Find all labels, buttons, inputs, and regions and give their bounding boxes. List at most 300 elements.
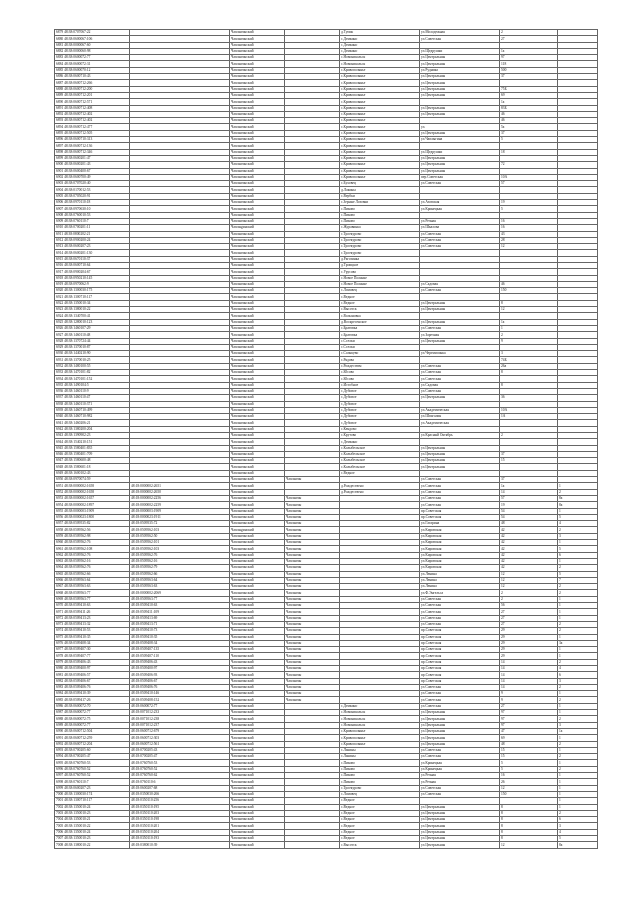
- house-cell: 1а: [500, 99, 558, 105]
- district-cell: Чаплыгинский: [230, 571, 285, 577]
- old-number-cell: 48:18:0509535:72: [130, 521, 230, 527]
- district-cell: Чаплыгинский: [230, 615, 285, 621]
- house-cell: 46: [500, 111, 558, 117]
- cadastral-number-cell: 6972 48:38:0509413:23: [55, 615, 130, 621]
- settlement-cell: с.Троекурово: [340, 231, 420, 237]
- apartment-cell: 8а: [558, 502, 598, 508]
- district-cell: Чаплыгинский: [230, 640, 285, 646]
- old-number-cell: 48:18:0509562:50: [130, 533, 230, 539]
- settlement-cell: с.Рождествен: [340, 363, 420, 369]
- old-number-cell: 48:18:0350110:203: [130, 810, 230, 816]
- cadastral-number-cell: 6924 48:38:1340700:41: [55, 313, 130, 319]
- cadastral-number-cell: 6928 48:38:1370724:44: [55, 338, 130, 344]
- cadastral-number-cell: 6960 48:38:0509562:76: [55, 540, 130, 546]
- street-cell: ул.Центральная: [420, 728, 500, 734]
- town-cell: Чаплыгин: [285, 552, 340, 558]
- old-number-cell: 48:18:0509410:146: [130, 691, 230, 697]
- street-cell: ул.Советская: [420, 376, 500, 382]
- cadastral-number-cell: 6955 48:38:0000003:1909: [55, 508, 130, 514]
- district-cell: Чаплыgинский: [230, 225, 285, 231]
- apartment-cell: 1: [558, 785, 598, 791]
- settlement-cell: с.Дубовое: [340, 395, 420, 401]
- district-cell: Чаплыгинский: [230, 710, 285, 716]
- house-cell: 19: [500, 502, 558, 508]
- house-cell: 15: [500, 458, 558, 464]
- settlement-cell: с.Юсово: [340, 370, 420, 376]
- settlement-cell: с.Ведное: [340, 804, 420, 810]
- old-number-cell: 48:18:0509410:35: [130, 634, 230, 640]
- district-cell: Чаплыгинский: [230, 445, 285, 451]
- old-number-cell: 48:18:0509563:77: [130, 596, 230, 602]
- town-cell: Чаплыгин: [285, 495, 340, 501]
- cadastral-number-cell: 6882 48:38:0000060:98: [55, 48, 130, 54]
- old-number-cell: 48:18:0760760:52: [130, 766, 230, 772]
- district-cell: Чаплыгинский: [230, 590, 285, 596]
- settlement-cell: с.Пиково: [340, 779, 420, 785]
- settlement-cell: с.Сселки: [340, 344, 420, 350]
- street-cell: ул.Советская: [420, 703, 500, 709]
- house-cell: 27: [500, 621, 558, 627]
- cadastral-number-cell: 6979 48:38:0509406:43: [55, 659, 130, 665]
- street-cell: пр.Советская: [420, 514, 500, 520]
- old-number-cell: 48:18:0509407:135: [130, 647, 230, 653]
- settlement-cell: с.Кривополянье: [340, 86, 420, 92]
- settlement-cell: с.Пиково: [340, 206, 420, 212]
- settlement-cell: с.Ломовец: [340, 791, 420, 797]
- district-cell: Чаплыгинский: [230, 596, 285, 602]
- apartment-cell: 1: [558, 615, 598, 621]
- district-cell: Чаплыгинский: [230, 433, 285, 439]
- settlement-cell: с.Дубовое: [340, 401, 420, 407]
- old-number-cell: 48:18:0600072:77: [130, 703, 230, 709]
- house-cell: 14: [500, 684, 558, 690]
- street-cell: ул.Советская: [420, 477, 500, 483]
- old-number-cell: 48:18:0509406:76: [130, 684, 230, 690]
- district-cell: Чаплыгинский: [230, 395, 285, 401]
- cadastral-number-cell: 6958 48:38:0509562:56: [55, 527, 130, 533]
- settlement-cell: с.Кривополянье: [340, 728, 420, 734]
- cadastral-number-cell: 6988 48:38:0600072:75: [55, 716, 130, 722]
- street-cell: ул.Центральная: [420, 395, 500, 401]
- cadastral-number-cell: 6959 48:38:0509562:98: [55, 533, 130, 539]
- street-cell: ул.Советская: [420, 489, 500, 495]
- cadastral-number-cell: 6996 48:38:0760760:52: [55, 766, 130, 772]
- town-cell: Чаплыгин: [285, 665, 340, 671]
- district-cell: Чаплыгинский: [230, 659, 285, 665]
- street-cell: ул.Центральная: [420, 464, 500, 470]
- street-cell: ул.Центральная: [420, 162, 500, 168]
- apartment-cell: 1: [558, 804, 598, 810]
- house-cell: 83Б: [500, 105, 558, 111]
- apartment-cell: 1: [558, 791, 598, 797]
- old-number-cell: 48:18:0000023:1911: [130, 514, 230, 520]
- street-cell: ул.Центральная: [420, 55, 500, 61]
- house-cell: 12: [500, 842, 558, 848]
- house-cell: 42: [500, 527, 558, 533]
- settlement-cell: с.Высотск: [340, 842, 420, 848]
- settlement-cell: с.Лакины: [340, 747, 420, 753]
- street-cell: ул.Центральная: [420, 155, 500, 161]
- street-cell: ул.Советская: [420, 483, 500, 489]
- cadastral-number-cell: 6999 48:38:0600207:23: [55, 785, 130, 791]
- cadastral-number-cell: 6920 48:38:1300030:175: [55, 288, 130, 294]
- old-number-cell: 48:18:0509562:101: [130, 540, 230, 546]
- district-cell: Чаплыгинский: [230, 218, 285, 224]
- district-cell: Чаплыгинский: [230, 741, 285, 747]
- cadastral-number-cell: 6994 48:38:0700205:47: [55, 754, 130, 760]
- cadastral-number-cell: 6914 48:38:0600201:130: [55, 250, 130, 256]
- cadastral-number-cell: 6981 48:38:0509406:57: [55, 672, 130, 678]
- district-cell: Чаплыгинский: [230, 678, 285, 684]
- district-cell: Чаплыгинский: [230, 250, 285, 256]
- street-cell: пр.Советская: [420, 653, 500, 659]
- street-cell: ул.Центральная: [420, 61, 500, 67]
- street-cell: ул.Советская: [420, 288, 500, 294]
- house-cell: 1а: [500, 319, 558, 325]
- district-cell: Чаплыгинский: [230, 118, 285, 124]
- town-cell: Чаплыгин: [285, 596, 340, 602]
- old-number-cell: 48:18:0071012:237: [130, 722, 230, 728]
- district-cell: Чаплыгинский: [230, 105, 285, 111]
- settlement-cell: с.Ломовец: [340, 288, 420, 294]
- cadastral-number-cell: 6901 48:38:0600400:67: [55, 168, 130, 174]
- street-cell: пр.Советская: [420, 659, 500, 665]
- district-cell: Чаплыгинский: [230, 288, 285, 294]
- district-cell: Чаплыгинский: [230, 691, 285, 697]
- district-cell: Чаплыгинский: [230, 791, 285, 797]
- settlement-cell: с.Колыбельское: [340, 464, 420, 470]
- apartment-cell: 5: [558, 571, 598, 577]
- apartment-cell: 1а: [558, 728, 598, 734]
- street-cell: ул.Щедрушки: [420, 149, 500, 155]
- street-cell: ул.Центральная: [420, 307, 500, 313]
- cadastral-number-cell: 6975 48:38:0509410:35: [55, 634, 130, 640]
- cadastral-number-cell: 6891 48:38:0600712:408: [55, 105, 130, 111]
- district-cell: Чаплыгинский: [230, 451, 285, 457]
- apartment-cell: 1: [558, 703, 598, 709]
- house-cell: 5: [500, 137, 558, 143]
- cadastral-number-cell: 6984 48:38:0509410:39: [55, 691, 130, 697]
- district-cell: Чаплыгинский: [230, 111, 285, 117]
- district-cell: Чаплыгинский: [230, 407, 285, 413]
- cadastral-number-cell: 6917 48:38:0900204:67: [55, 269, 130, 275]
- district-cell: Чаплыгинский: [230, 130, 285, 136]
- house-cell: 29: [500, 647, 558, 653]
- settlement-cell: с.Новоникольск: [340, 716, 420, 722]
- street-cell: ул.Советская: [420, 36, 500, 42]
- settlement-cell: с.Дубовое: [340, 388, 420, 394]
- apartment-cell: 1: [558, 798, 598, 804]
- street-cell: ул.Центральная: [420, 105, 500, 111]
- street-cell: ул.Советская: [420, 791, 500, 797]
- apartment-cell: 1: [558, 735, 598, 741]
- settlement-cell: с.Кривополянье: [340, 67, 420, 73]
- cadastral-number-cell: 6950 48:38:0970074:59: [55, 477, 130, 483]
- house-cell: 36: [500, 395, 558, 401]
- cadastral-number-cell: 6953 48:38:0000002:1657: [55, 495, 130, 501]
- settlement-cell: с.Ведное: [340, 798, 420, 804]
- district-cell: Чаплыгинский: [230, 363, 285, 369]
- town-cell: Чаплыгин: [285, 621, 340, 627]
- cadastral-number-cell: 6986 48:38:0600072:70: [55, 703, 130, 709]
- settlement-cell: с.Кривополянье: [340, 149, 420, 155]
- district-cell: Чаплыгинский: [230, 313, 285, 319]
- apartment-cell: 1: [558, 647, 598, 653]
- house-cell: 42: [500, 565, 558, 571]
- old-number-cell: 48:18:0350030:266: [130, 791, 230, 797]
- cadastral-number-cell: 7002 48:38:1350010:24: [55, 804, 130, 810]
- settlement-cell: с.Кривополянье: [340, 137, 420, 143]
- cadastral-number-cell: 6919 48:38:0970062:9: [55, 281, 130, 287]
- settlement-cell: с.Ведное: [340, 470, 420, 476]
- street-cell: пр.Советская: [420, 640, 500, 646]
- town-cell: Чаплыгин: [285, 590, 340, 596]
- town-cell: Чаплыгин: [285, 527, 340, 533]
- town-cell: Чаплыгин: [285, 647, 340, 653]
- street-cell: ул.Академическая: [420, 407, 500, 413]
- old-number-cell: 48:18:0509408:152: [130, 697, 230, 703]
- old-number-cell: 48:18:0509562:103: [130, 527, 230, 533]
- district-cell: Чаплыгинский: [230, 262, 285, 268]
- apartment-cell: 1: [558, 760, 598, 766]
- settlement-cell: с.Новоникольск: [340, 710, 420, 716]
- street-cell: ул.Кировская: [420, 558, 500, 564]
- district-cell: Чаплыгинский: [230, 798, 285, 804]
- old-number-cell: 48:18:0509408:34: [130, 640, 230, 646]
- cadastral-number-cell: 7006 48:38:1350010:24: [55, 829, 130, 835]
- street-cell: ул.Черемисинка: [420, 351, 500, 357]
- house-cell: 15: [500, 747, 558, 753]
- cadastral-number-cell: 6918 48:38:0950210:145: [55, 275, 130, 281]
- apartment-cell: 6: [558, 672, 598, 678]
- cadastral-number-cell: 6929 48:38:1370010:87: [55, 344, 130, 350]
- district-cell: Чаплыгинский: [230, 779, 285, 785]
- cadastral-number-cell: 6977 48:38:0509407:30: [55, 647, 130, 653]
- street-cell: ул.Рудника: [420, 67, 500, 73]
- house-cell: 500: [500, 67, 558, 73]
- house-cell: 97: [500, 716, 558, 722]
- house-cell: 97: [500, 55, 558, 61]
- settlement-cell: с.Пиково: [340, 766, 420, 772]
- town-cell: Чаплыгин: [285, 603, 340, 609]
- cadastral-number-cell: 6966 48:38:0509563:64: [55, 577, 130, 583]
- cadastral-number-cell: 6925 48:38:1280010:123: [55, 319, 130, 325]
- house-cell: 8: [500, 370, 558, 376]
- district-cell: Чаплыгинский: [230, 382, 285, 388]
- cadastral-number-cell: 6948 48:38:1580601:18: [55, 464, 130, 470]
- district-cell: Чаплыгинский: [230, 294, 285, 300]
- settlement-cell: д.Тупик: [340, 30, 420, 36]
- cadastral-number-cell: 6927 48:38:1460110:48: [55, 332, 130, 338]
- district-cell: Чаплыгинский: [230, 256, 285, 262]
- house-cell: 29: [500, 640, 558, 646]
- cadastral-number-cell: 6885 48:38:0600070:12: [55, 67, 130, 73]
- street-cell: ул.Советская: [420, 603, 500, 609]
- house-cell: 8: [500, 829, 558, 835]
- cadastral-number-cell: 6945 48:38:1580401:835: [55, 445, 130, 451]
- settlement-cell: с.Демкино: [340, 703, 420, 709]
- apartment-cell: 2: [558, 527, 598, 533]
- old-number-cell: 48:18:0380010:39: [130, 842, 230, 848]
- house-cell: 18: [500, 149, 558, 155]
- district-cell: Чаплыгинский: [230, 48, 285, 54]
- old-number-cell: 48:18:0509562:79: [130, 565, 230, 571]
- settlement-cell: с.Кривополянье: [340, 74, 420, 80]
- house-cell: 1а: [500, 48, 558, 54]
- settlement-cell: с.Демкино: [340, 439, 420, 445]
- cadastral-number-cell: 6898 48:38:0600712:346: [55, 149, 130, 155]
- house-cell: 27: [500, 609, 558, 615]
- district-cell: Чаплыгинский: [230, 137, 285, 143]
- street-cell: ул.Речная: [420, 779, 500, 785]
- settlement-cell: с.Кривополянье: [340, 111, 420, 117]
- district-cell: Чаплыгинский: [230, 338, 285, 344]
- cadastral-number-cell: 6980 48:38:0509400:97: [55, 665, 130, 671]
- cadastral-number-cell: 6992 48:38:0600712:204: [55, 741, 130, 747]
- street-cell: ул.Шпагалин: [420, 414, 500, 420]
- street-cell: ул.Советская: [420, 691, 500, 697]
- street-cell: ул.Центральная: [420, 338, 500, 344]
- cadastral-number-cell: 6902 48:38:0600700:49: [55, 174, 130, 180]
- apartment-cell: 2: [558, 741, 598, 747]
- old-number-cell: 48:18:0760760:62: [130, 773, 230, 779]
- cadastral-number-cell: 6946 48:38:1580401:709: [55, 451, 130, 457]
- apartment-cell: 2: [558, 754, 598, 760]
- apartment-cell: 4: [558, 521, 598, 527]
- old-number-cell: 48:18:0600712:303: [130, 735, 230, 741]
- cadastral-number-cell: 6879 48:38:0707067:22: [55, 30, 130, 36]
- cadastral-number-cell: 6897 48:38:0600712:136: [55, 143, 130, 149]
- settlement-cell: с.Новоникольск: [340, 55, 420, 61]
- old-number-cell: 48:18:0000002:2651: [130, 483, 230, 489]
- cadastral-number-cell: 7003 48:38:1350010:23: [55, 810, 130, 816]
- street-cell: ул.Центральная: [420, 842, 500, 848]
- street-cell: ул.Азовская: [420, 200, 500, 206]
- street-cell: ул.Садовая: [420, 382, 500, 388]
- street-cell: ул.Кировская: [420, 540, 500, 546]
- house-cell: 3: [500, 351, 558, 357]
- apartment-cell: 3: [558, 678, 598, 684]
- district-cell: Чаплыгинский: [230, 300, 285, 306]
- district-cell: Чаплыгинский: [230, 603, 285, 609]
- district-cell: Чаплыгинский: [230, 483, 285, 489]
- apartment-cell: 1: [558, 773, 598, 779]
- town-cell: Чаплыгин: [285, 508, 340, 514]
- settlement-cell: с.Пиково: [340, 773, 420, 779]
- district-cell: Чаплыгинский: [230, 325, 285, 331]
- district-cell: Чаплыгинский: [230, 370, 285, 376]
- apartment-cell: 2: [558, 716, 598, 722]
- cadastral-number-cell: 6983 48:38:0509406:76: [55, 684, 130, 690]
- house-cell: 46: [500, 281, 558, 287]
- house-cell: 14: [500, 678, 558, 684]
- cadastral-number-cell: 6887 48:38:0600712:266: [55, 80, 130, 86]
- apartment-cell: 1: [558, 540, 598, 546]
- cadastral-number-cell: 6892 48:38:0600712:402: [55, 111, 130, 117]
- old-number-cell: 48:18:0071012:238: [130, 716, 230, 722]
- district-cell: Чаплыгинский: [230, 414, 285, 420]
- house-cell: 42: [500, 540, 558, 546]
- district-cell: Чаплыгинский: [230, 307, 285, 313]
- settlement-cell: с.Пиково: [340, 760, 420, 766]
- cadastral-number-cell: 6937 48:38:1460110:47: [55, 395, 130, 401]
- district-cell: Чаплыгинский: [230, 357, 285, 363]
- cadastral-number-cell: 6963 48:38:0509562:16: [55, 558, 130, 564]
- cadastral-number-cell: 6964 48:38:0509562:76: [55, 565, 130, 571]
- street-cell: ул.Советская: [420, 237, 500, 243]
- house-cell: 42: [500, 546, 558, 552]
- district-cell: Чаплыгинский: [230, 495, 285, 501]
- district-cell: Чаплыгинский: [230, 237, 285, 243]
- street-cell: ул.Центральная: [420, 741, 500, 747]
- cadastral-number-cell: 6905 48:38:0705020:91: [55, 193, 130, 199]
- cadastral-number-cell: 6952 48:38:0000002:1658: [55, 489, 130, 495]
- district-cell: Чаплыгинский: [230, 672, 285, 678]
- cadastral-number-cell: 6974 48:38:0509410:53: [55, 628, 130, 634]
- settlement-cell: с.Кривополянье: [340, 155, 420, 161]
- settlement-cell: с.Кривополянье: [340, 124, 420, 130]
- house-cell: 8: [500, 836, 558, 842]
- town-cell: Чаплыгин: [285, 546, 340, 552]
- street-cell: ул.: [420, 124, 500, 130]
- old-number-cell: 48:18:0509563:64: [130, 577, 230, 583]
- apartment-cell: 8а: [558, 842, 598, 848]
- cadastral-number-cell: 6971 48:38:0509411:26: [55, 609, 130, 615]
- town-cell: Чаплыгин: [285, 477, 340, 483]
- settlement-cell: с.Троекурово: [340, 244, 420, 250]
- district-cell: Чаплыгинский: [230, 212, 285, 218]
- old-number-cell: 48:18:0509562:76: [130, 552, 230, 558]
- house-cell: 72: [500, 162, 558, 168]
- settlement-cell: с.Урусово: [340, 269, 420, 275]
- house-cell: 69: [500, 735, 558, 741]
- district-cell: Чаплыгинский: [230, 546, 285, 552]
- street-cell: ул.Советская: [420, 747, 500, 753]
- cadastral-number-cell: 6913 48:38:0600207:23: [55, 244, 130, 250]
- cadastral-number-cell: 6961 48:38:0509562:108: [55, 546, 130, 552]
- apartment-cell: 2: [558, 684, 598, 690]
- old-number-cell: 48:18:0509406:43: [130, 659, 230, 665]
- cadastral-number-cell: 6904 48:38:0170012:53: [55, 187, 130, 193]
- old-number-cell: 48:18:0600712:561: [130, 741, 230, 747]
- old-number-cell: 48:18:0509563:63: [130, 584, 230, 590]
- house-cell: 12: [500, 584, 558, 590]
- apartment-cell: 6: [558, 817, 598, 823]
- town-cell: Чаплыгин: [285, 558, 340, 564]
- settlement-cell: с.Новое Полянье: [340, 275, 420, 281]
- cadastral-number-cell: 6997 48:38:0760760:52: [55, 773, 130, 779]
- cadastral-number-cell: 6989 48:38:0600072:77: [55, 722, 130, 728]
- street-cell: ул.Советская: [420, 363, 500, 369]
- town-cell: Чаплыгин: [285, 514, 340, 520]
- settlement-cell: с.Кендово: [340, 426, 420, 432]
- cadastral-number-cell: 7004 48:38:1350010:21: [55, 817, 130, 823]
- old-number-cell: 48:18:0600712:679: [130, 728, 230, 734]
- apartment-cell: 5: [558, 836, 598, 842]
- district-cell: Чаплыгинский: [230, 565, 285, 571]
- old-number-cell: 48:18:0760760:53: [130, 760, 230, 766]
- district-cell: Чаплыгинский: [230, 86, 285, 92]
- house-cell: 37: [500, 451, 558, 457]
- settlement-cell: с.Кривополянье: [340, 741, 420, 747]
- district-cell: Чаплыгинский: [230, 728, 285, 734]
- apartment-cell: 1: [558, 747, 598, 753]
- old-number-cell: 48:18:0509413:71: [130, 621, 230, 627]
- old-number-cell: 48:18:0760110:6: [130, 779, 230, 785]
- settlement-cell: с.Ведное: [340, 294, 420, 300]
- cadastral-number-cell: 6956 48:38:0000023:1800: [55, 514, 130, 520]
- house-cell: 118: [500, 61, 558, 67]
